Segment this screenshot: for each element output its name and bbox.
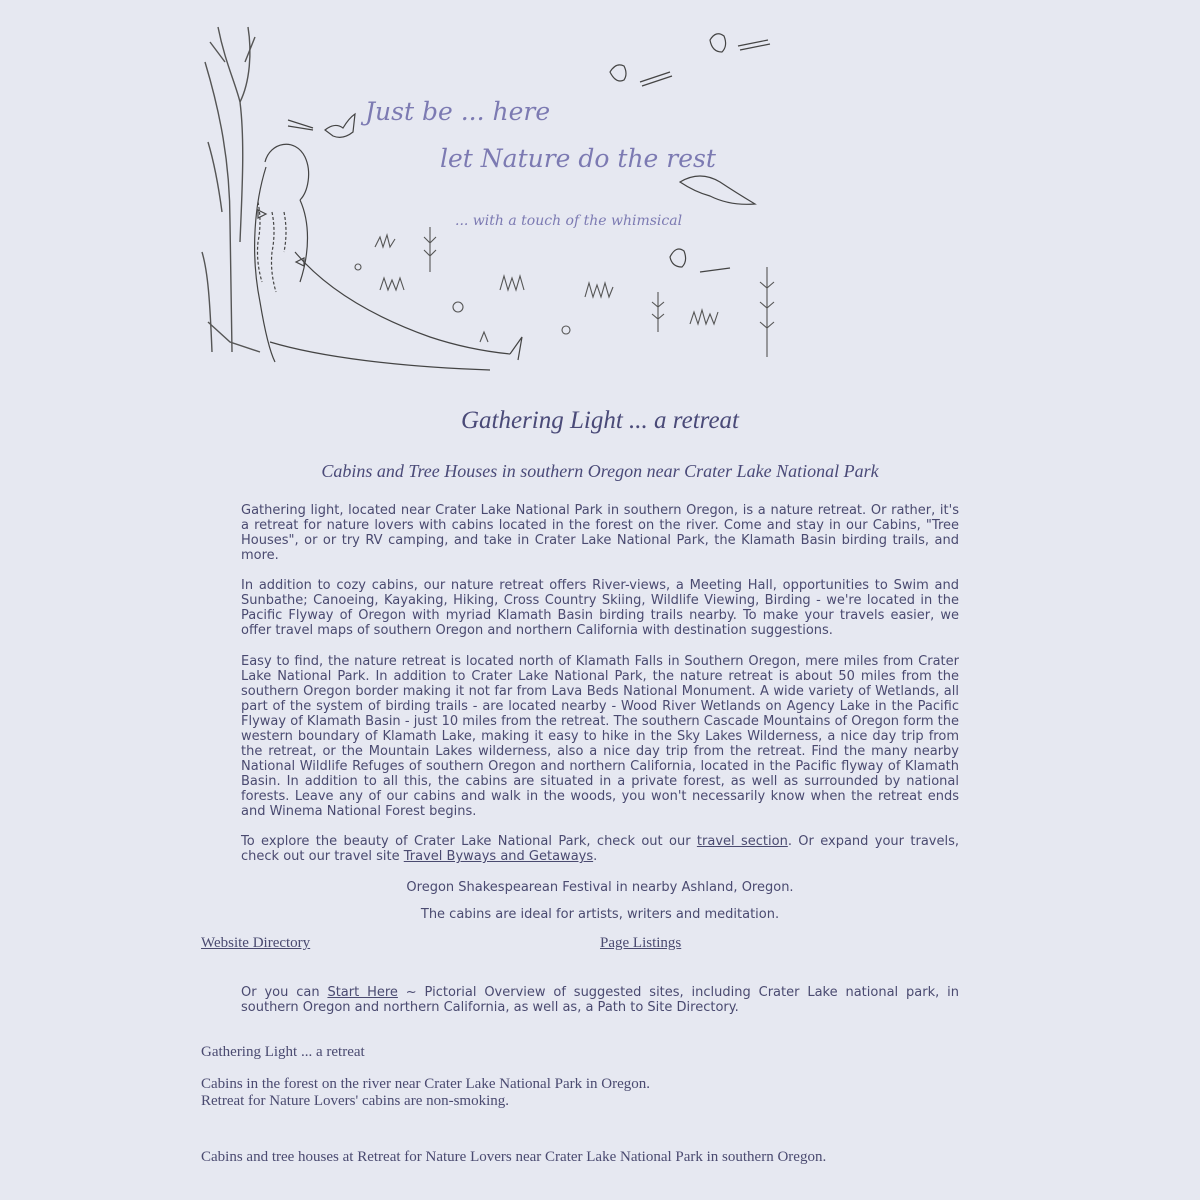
amenities-paragraph: In addition to cozy cabins, our nature retreat offers River-views, a Meeting Hall, opportunities to Swim and Sunbathe; Canoeing, Kayaking, Hiking, Cross Country Skiing, Wildlife Viewing, Birding - we're located in the Pacific Flyway of Oregon with myriad Klamath Basin birding trails nearby. To make your travels easier, we offer travel maps of southern Oregon and northern California with destination suggestions. <box>241 578 959 639</box>
tree-drawing <box>202 27 260 352</box>
hero-text-line2: let Nature do the rest <box>440 144 716 173</box>
page-listings-link[interactable]: Page Listings <box>600 935 682 951</box>
hero-text-line3: ... with a touch of the whimsical <box>455 213 683 229</box>
intro-paragraph: Gathering light, located near Crater Lake National Park in southern Oregon, is a nature retreat. Or rather, it's a retreat for nature lovers with cabins located in the forest on the river. Come and stay in our Cabins, "Tree Houses", or or try RV camping, and take in Crater Lake National Park, the Klamath Basin birding trails, and more. <box>241 503 959 563</box>
explore-text-middle: . Or expand your travels, check out our travel site <box>241 834 960 865</box>
start-here-paragraph <box>241 985 959 1015</box>
artists-line: The cabins are ideal for artists, writers and meditation. <box>420 906 780 922</box>
footer-cabins-line: Cabins in the forest on the river near Crater Lake National Park in Oregon. <box>201 1076 651 1092</box>
hero-illustration <box>200 22 800 380</box>
travel-section-link[interactable]: travel section <box>696 834 788 850</box>
explore-text-after: . <box>593 849 598 865</box>
website-directory-link[interactable]: Website Directory <box>201 935 311 951</box>
main-content <box>241 503 959 934</box>
hero-drawing <box>200 22 800 380</box>
footer-treehouses-line: Cabins and tree houses at Retreat for Nature Lovers near Crater Lake National Park in southern Oregon. <box>201 1149 827 1165</box>
start-here-link[interactable]: Start Here <box>327 985 398 1000</box>
footer-nonsmoking-line: Retreat for Nature Lovers' cabins are non-smoking. <box>201 1093 510 1109</box>
footer-title: Gathering Light ... a retreat <box>201 1044 365 1060</box>
explore-text-before: To explore the beauty of Crater Lake National Park, check out our <box>241 834 697 850</box>
location-paragraph: Easy to find, the nature retreat is located north of Klamath Falls in Southern Oregon, mere miles from Crater Lake National Park. In addition to Crater Lake National Park, the nature retreat is about 50 miles from the southern Oregon border making it not far from Lava Beds National Monument. A wide variety of Wetlands, all part of the system of birding trails - are located nearby - Wood River Wetlands on Agency Lake in the Pacific Flyway of Klamath Basin - just 10 miles from the retreat. The southern Cascade Mountains of Oregon form the western boundary of Klamath Lake, making it easy to hike in the Sky Lakes Wilderness, a nice day trip from the retreat, or the Mountain Lakes wilderness, also a nice day trip from the retreat. Find the many nearby National Wildlife Refuges of southern Oregon and northern California, located in the Pacific flyway of Klamath Basin. In addition to all this, the cabins are situated in a private forest, as well as surrounded by national forests. Leave any of our cabins and walk in the woods, you won't necessarily know when the retreat ends and Winema National Forest begins. <box>241 653 959 819</box>
page-subtitle: Cabins and Tree Houses in southern Oregon near Crater Lake National Park <box>321 461 879 481</box>
start-text-after: ~ Pictorial Overview of suggested sites, including Crater Lake national park, in southern Oregon and northern California, as well as, a Path to Site Directory. <box>241 985 959 1015</box>
plants-drawing <box>355 227 774 357</box>
travel-byways-link[interactable]: Travel Byways and Getaways <box>403 849 594 865</box>
hero-text-line1: Just be ... here <box>365 97 551 126</box>
start-text-before: Or you can <box>241 985 328 1000</box>
shakespeare-line: Oregon Shakespearean Festival in nearby Ashland, Oregon. <box>406 879 794 895</box>
page-title: Gathering Light ... a retreat <box>460 407 739 434</box>
explore-paragraph <box>241 834 959 864</box>
